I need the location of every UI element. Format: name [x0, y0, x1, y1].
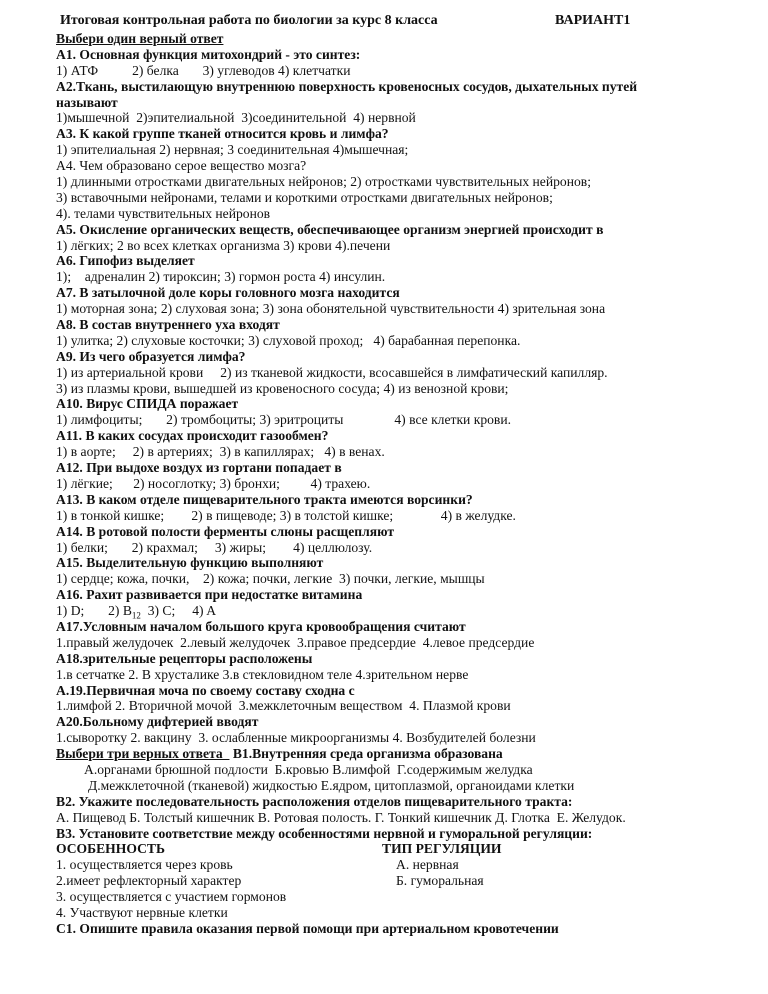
- question-b3: В3. Установите соответствие между особенностями нервной и гуморальной регуляции:: [56, 825, 593, 841]
- options-a9-2: 3) из плазмы крови, вышедшей из кровеносного сосуда; 4) из венозной крови;: [56, 380, 509, 396]
- options-b1-1: А.органами брюшной подлости Б.кровью В.лимфой Г.содержимым желудка: [84, 761, 533, 777]
- question-a3: А3. К какой группе тканей относится кровь и лимфа?: [56, 126, 389, 142]
- question-a10: А10. Вирус СПИДА поражает: [56, 396, 239, 412]
- b3-row-1: [56, 857, 756, 873]
- b3-row-2-type: Б. гуморальная: [396, 873, 484, 889]
- b3-column-headers: [56, 841, 756, 857]
- question-a1: А1. Основная функция митохондрий - это синтез:: [56, 46, 361, 62]
- options-a16: [56, 603, 756, 619]
- options-a6: 1); адреналин 2) тироксин; 3) гормон роста 4) инсулин.: [56, 269, 386, 285]
- question-a13: А13. В каком отделе пищеварительного тракта имеются ворсинки?: [56, 491, 473, 507]
- question-b2: В2. Укажите последовательность расположения отделов пищеварительного тракта:: [56, 793, 573, 809]
- options-a16-post: 3) C; 4) A: [140, 603, 217, 619]
- options-a4-3: 4). телами чувствительных нейронов: [56, 205, 271, 221]
- options-a8: 1) улитка; 2) слуховые косточки; 3) слуховой проход; 4) барабанная перепонка.: [56, 332, 521, 348]
- options-a4-2: 3) вставочными нейронами, телами и короткими отростками двигательных нейронов;: [56, 189, 553, 205]
- options-b1-2: Д.межклеточной (тканевой) жидкостью Е.ядром, цитоплазмой, органоидами клетки: [88, 777, 575, 793]
- b3-col-type: ТИП РЕГУЛЯЦИИ: [382, 841, 502, 857]
- question-a9: А9. Из чего образуется лимфа?: [56, 348, 246, 364]
- question-a6: А6. Гипофиз выделяет: [56, 253, 195, 269]
- question-a20: А20.Больному дифтерией вводят: [56, 714, 259, 730]
- b3-row-2-feature: 2.имеет рефлекторный характер: [56, 873, 242, 889]
- question-a7: А7. В затылочной доле коры головного мозга находится: [56, 285, 400, 301]
- options-a1: 1) АТФ 2) белка 3) углеводов 4) клетчатки: [56, 62, 351, 78]
- worksheet-title: Итоговая контрольная работа по биологии за курс 8 класса: [60, 13, 438, 28]
- b3-row-1-type: А. нервная: [396, 857, 459, 873]
- options-a14: 1) белки; 2) крахмал; 3) жиры; 4) целлюлозу.: [56, 539, 373, 555]
- options-a4-1: 1) длинными отростками двигательных нейронов; 2) отростками чувствительных нейронов;: [56, 174, 591, 190]
- options-a20: 1.сыворотку 2. вакцину 3. ослабленные микроорганизмы 4. Возбудителей болезни: [56, 730, 536, 746]
- question-b1-text: В1.Внутренняя среда организма образована: [229, 746, 503, 762]
- options-a5: 1) лёгких; 2 во всех клетках организма 3) крови 4).печени: [56, 237, 391, 253]
- question-a8: А8. В состав внутреннего уха входят: [56, 317, 280, 333]
- b3-row-1-feature: 1. осуществляется через кровь: [56, 857, 233, 873]
- question-a2: А2.Ткань, выстилающую внутреннюю поверхность кровеносных сосудов, дыхательных путей: [56, 78, 638, 94]
- vitamin-subscript: 12: [131, 610, 141, 621]
- options-a7: 1) моторная зона; 2) слуховая зона; 3) зона обонятельной чувствительности 4) зрительная зона: [56, 301, 606, 317]
- worksheet-header: [0, 13, 768, 30]
- question-a19: А.19.Первичная моча по своему составу сходна с: [56, 682, 355, 698]
- question-a12: А12. При выдохе воздух из гортани попадает в: [56, 460, 342, 476]
- question-a5: А5. Окисление органических веществ, обеспечивающее организм энергией происходит в: [56, 221, 604, 237]
- b3-col-feature: ОСОБЕННОСТЬ: [56, 841, 165, 857]
- options-a17: 1.правый желудочек 2.левый желудочек 3.правое предсердие 4.левое предсердие: [56, 634, 535, 650]
- section-title-single-answer: Выбери один верный ответ: [56, 31, 224, 46]
- options-a11: 1) в аорте; 2) в артериях; 3) в капиллярах; 4) в венах.: [56, 444, 385, 460]
- question-a16: А16. Рахит развивается при недостатке витамина: [56, 587, 363, 603]
- question-b1: [56, 746, 756, 762]
- options-a13: 1) в тонкой кишке; 2) в пищеводе; 3) в толстой кишке; 4) в желудке.: [56, 507, 516, 523]
- options-a12: 1) лёгкие; 2) носоглотку; 3) бронхи; 4) трахею.: [56, 475, 371, 491]
- options-a3: 1) эпителиальная 2) нервная; 3 соединительная 4)мышечная;: [56, 142, 409, 158]
- b3-row-4: 4. Участвуют нервные клетки: [56, 904, 228, 920]
- question-a11: А11. В каких сосудах происходит газообмен?: [56, 428, 329, 444]
- question-a2-cont: называют: [56, 94, 118, 110]
- options-b2: А. Пищевод Б. Толстый кишечник В. Ротовая полость. Г. Тонкий кишечник Д. Глотка Е. Желудок.: [56, 809, 626, 825]
- question-a18: А18.зрительные рецепторы расположены: [56, 650, 313, 666]
- options-a9-1: 1) из артериальной крови 2) из тканевой жидкости, всосавшейся в лимфатический капилляр.: [56, 364, 608, 380]
- options-a2: 1)мышечной 2)эпителиальной 3)соединительной 4) нервной: [56, 110, 416, 126]
- question-a4: А4. Чем образовано серое вещество мозга?: [56, 158, 307, 174]
- options-a19: 1.лимфой 2. Вторичной мочой 3.межклеточным веществом 4. Плазмой крови: [56, 698, 511, 714]
- question-c1: С1. Опишите правила оказания первой помощи при артериальном кровотечении: [56, 920, 559, 936]
- variant-label: ВАРИАНТ1: [555, 13, 631, 28]
- options-a18: 1.в сетчатке 2. В хрусталике 3.в стекловидном теле 4.зрительном нерве: [56, 666, 469, 682]
- options-a10: 1) лимфоциты; 2) тромбоциты; 3) эритроциты 4) все клетки крови.: [56, 412, 512, 428]
- options-a16-pre: 1) D; 2) B: [56, 603, 132, 619]
- b3-row-2: [56, 873, 756, 889]
- b3-row-3: 3. осуществляется с участием гормонов: [56, 889, 287, 905]
- question-a17: А17.Условным началом большого круга кровообращения считают: [56, 618, 466, 634]
- question-a14: А14. В ротовой полости ферменты слюны расщепляют: [56, 523, 394, 539]
- question-a15: А15. Выделительную функцию выполняют: [56, 555, 324, 571]
- worksheet-content: [56, 31, 756, 937]
- section-title-three-answers: Выбери три верных ответа: [56, 746, 230, 762]
- options-a15: 1) сердце; кожа, почки, 2) кожа; почки, легкие 3) почки, легкие, мышцы: [56, 571, 485, 587]
